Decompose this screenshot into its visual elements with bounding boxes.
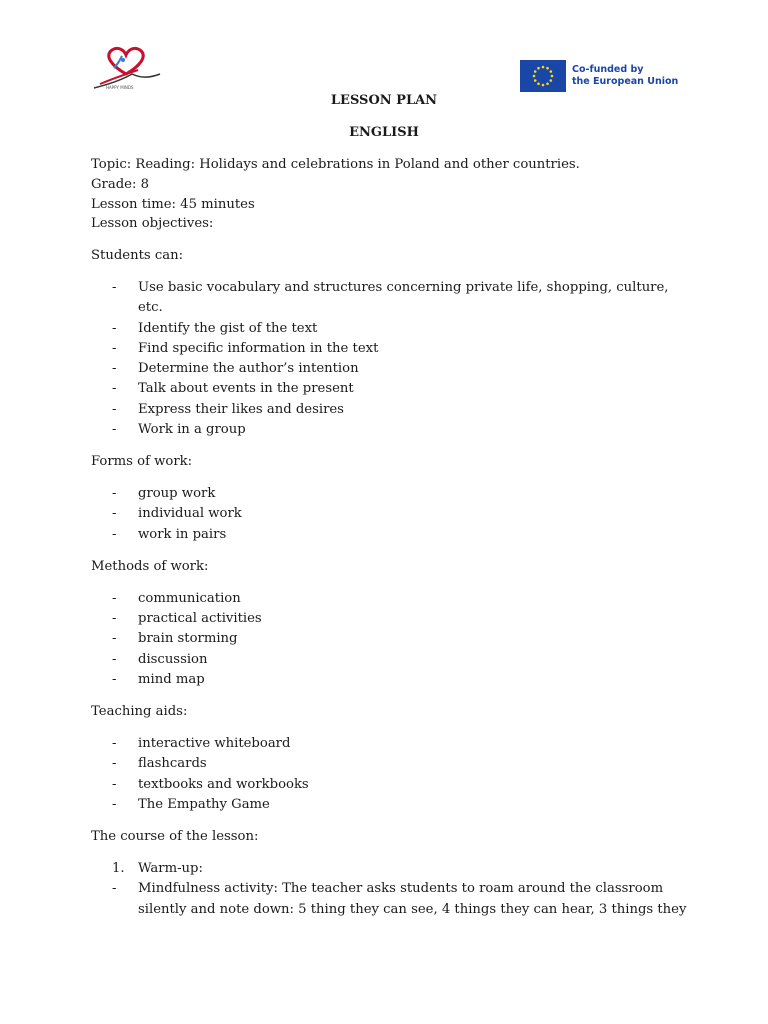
list-item: - Work in a group: [112, 422, 246, 438]
objectives-label: Lesson objectives:: [91, 216, 214, 232]
list-item: - Identify the gist of the text: [112, 320, 318, 336]
eu-logo-text: [572, 64, 678, 88]
list-item: - group work: [112, 486, 216, 502]
list-item: - mind map: [112, 672, 205, 688]
list-item: - interactive whiteboard: [112, 736, 291, 752]
list-item: - individual work: [112, 506, 242, 522]
eu-cofunded-logo: [520, 60, 678, 92]
document-body: [91, 155, 691, 920]
list-item: - work in pairs: [112, 526, 227, 542]
list-item: - brain storming: [112, 631, 238, 647]
course-steps: [91, 859, 691, 879]
svg-text:HAPPY MINDS: HAPPY MINDS: [106, 85, 134, 90]
course-label: The course of the lesson:: [91, 829, 259, 845]
list-item: - Use basic vocabulary and structures concerning private life, shopping, culture, etc.: [112, 279, 669, 316]
document-title: LESSON PLAN: [330, 93, 438, 108]
happy-minds-logo: [92, 44, 162, 92]
eu-flag-icon: [520, 60, 566, 92]
list-item: - textbooks and workbooks: [112, 776, 309, 792]
list-item: - practical activities: [112, 611, 262, 627]
list-item: - flashcards: [112, 756, 207, 772]
lesson-time-line: Lesson time: 45 minutes: [91, 196, 255, 212]
list-item: - communication: [112, 590, 241, 606]
forms-of-work-label: Forms of work:: [91, 454, 193, 470]
methods-of-work-list: [91, 589, 691, 690]
forms-of-work-list: [91, 484, 691, 545]
students-can-list: [91, 278, 691, 440]
grade-line: Grade: 8: [91, 176, 149, 192]
list-item: - Talk about events in the present: [112, 381, 354, 397]
methods-of-work-label: Methods of work:: [91, 559, 209, 575]
students-can-label: Students can:: [91, 248, 184, 264]
course-step: 1. Warm-up:: [112, 861, 203, 877]
teaching-aids-list: [91, 734, 691, 815]
list-item: - Find specific information in the text: [112, 340, 379, 356]
teaching-aids-label: Teaching aids:: [91, 704, 188, 720]
document-subtitle: ENGLISH: [349, 125, 419, 140]
eu-logo-line1: Co-funded by: [572, 64, 644, 75]
list-item: - Express their likes and desires: [112, 401, 344, 417]
eu-logo-line2: the European Union: [572, 76, 679, 87]
list-item: - Mindfulness activity: The teacher asks students to roam around the classroom silently and note down: 5 thing they can see, 4 things they can hear, 3 things they: [112, 881, 687, 917]
course-activities: [91, 879, 691, 920]
topic-line: Topic: Reading: Holidays and celebrations in Poland and other countries.: [91, 157, 580, 172]
list-item: - Determine the author’s intention: [112, 361, 359, 377]
list-item: - discussion: [112, 651, 208, 667]
list-item: - The Empathy Game: [112, 797, 270, 813]
